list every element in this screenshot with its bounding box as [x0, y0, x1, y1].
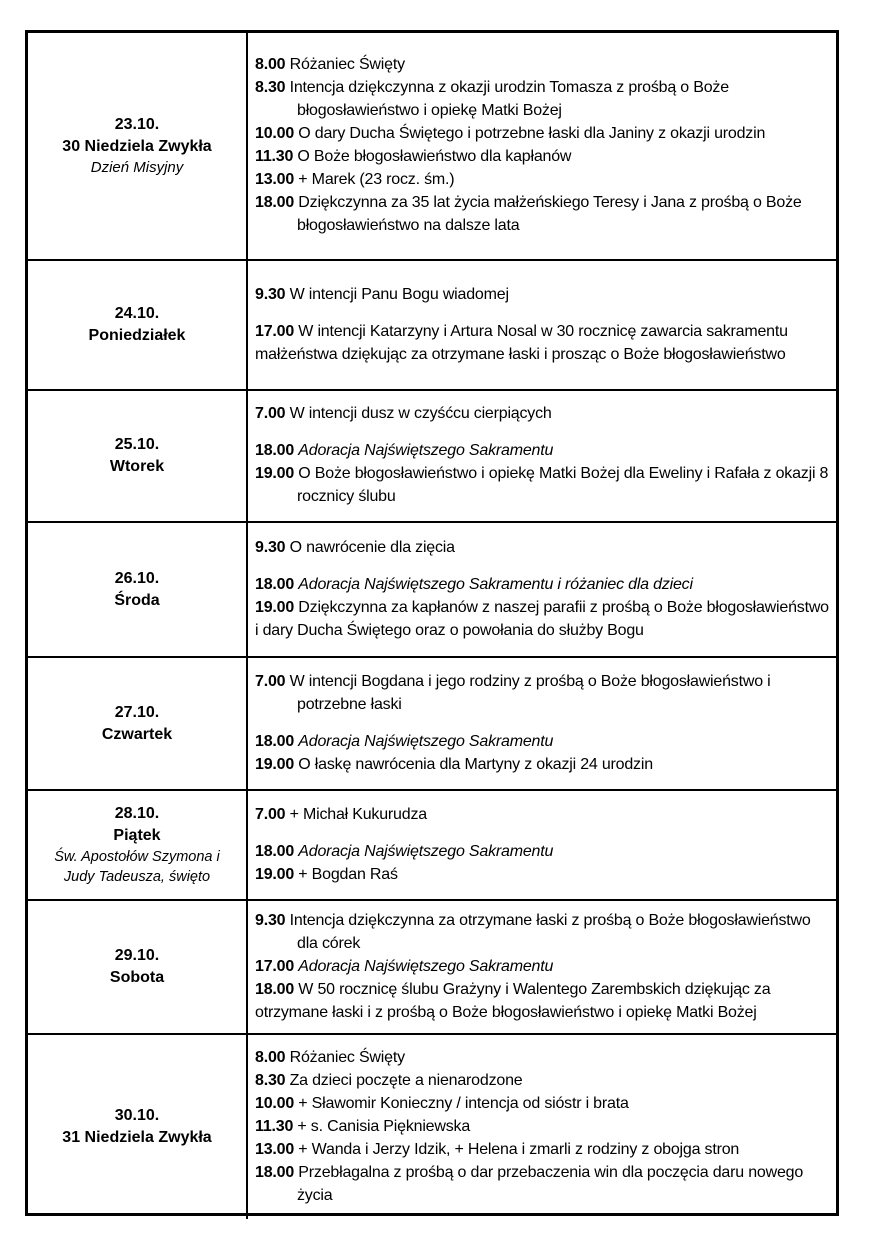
entry [255, 439, 832, 462]
entry-text: Adoracja Najświętszego Sakramentu [298, 442, 554, 459]
entry-time: 18.00 [255, 1163, 295, 1181]
entry [255, 1092, 832, 1115]
entry-time: 8.30 [255, 79, 286, 96]
entry-text: Adoracja Najświętszego Sakramentu [298, 732, 554, 750]
day-date: 29.10. [114, 947, 160, 964]
entry-time: 19.00 [255, 755, 295, 773]
entry [255, 168, 832, 191]
entry-text: Intencja dziękczynna za otrzymane łaski z prośbą o Boże błogosławieństwo dla córek [289, 911, 811, 952]
entry-time: 17.00 [255, 322, 295, 340]
day-cell [28, 390, 247, 522]
entry [255, 462, 832, 508]
entry-time: 19.00 [255, 865, 295, 883]
day-row [28, 1034, 836, 1219]
day-name: 30 Niedziela Zwykła [62, 138, 212, 155]
entries-cell [247, 390, 836, 522]
day-date: 26.10. [114, 569, 160, 587]
day-row [28, 657, 836, 790]
entry-text: O nawrócenie dla zięcia [289, 538, 455, 556]
entry [255, 536, 832, 559]
day-name: Środa [114, 591, 160, 609]
entry-text: O Boże błogosławieństwo i opiekę Matki Bożej dla Eweliny i Rafała z okazji 8 rocznicy ślubu [297, 465, 829, 505]
day-row [28, 790, 836, 900]
entry-time: 18.00 [255, 842, 295, 860]
entry-time: 10.00 [255, 1094, 295, 1112]
entry-text: O łaskę nawrócenia dla Martyny z okazji 24 urodzin [298, 755, 653, 773]
entry-time: 13.00 [255, 1140, 295, 1158]
entry-time: 8.00 [255, 56, 286, 73]
entry-text: + Bogdan Raś [298, 865, 398, 883]
entry [255, 1138, 832, 1161]
entry-time: 8.30 [255, 1071, 286, 1089]
entry-time: 18.00 [255, 194, 295, 211]
day-date: 27.10. [114, 703, 160, 721]
day-date: 25.10. [114, 436, 160, 453]
day-name: 31 Niedziela Zwykła [62, 1129, 212, 1146]
entries-cell [247, 522, 836, 657]
entry [255, 320, 832, 366]
entry-time: 10.00 [255, 125, 295, 142]
day-name: Piątek [113, 827, 161, 844]
entry-text: W 50 rocznicę ślubu Grażyny i Walentego Zarembskich dziękując za otrzymane łaski i z prośbą o Boże błogosławieństwo i opiekę Matki Bożej [255, 980, 771, 1021]
entry [255, 573, 832, 596]
entry-time: 9.30 [255, 285, 286, 303]
day-cell [28, 1034, 247, 1219]
entry-time: 8.00 [255, 1048, 286, 1066]
entry-text: Dziękczynna za 35 lat życia małżeńskiego Teresy i Jana z prośbą o Boże błogosławieństwo na dalsze lata [297, 194, 802, 234]
entries-cell [247, 657, 836, 790]
entries-cell [247, 900, 836, 1034]
entry [255, 596, 832, 642]
entry-text: + Michał Kukurudza [289, 805, 427, 823]
entry-text: Za dzieci poczęte a nienarodzone [289, 1071, 523, 1089]
entry [255, 909, 832, 955]
day-note: Dzień Misyjny [90, 159, 184, 176]
entry-text: Adoracja Najświętszego Sakramentu [298, 957, 554, 975]
entry-time: 18.00 [255, 980, 295, 998]
entry-text: W intencji dusz w czyśćcu cierpiących [289, 405, 552, 422]
entries-cell [247, 1034, 836, 1219]
entry-time: 13.00 [255, 171, 295, 188]
entry-text: Różaniec Święty [289, 1048, 405, 1066]
entry-time: 7.00 [255, 805, 286, 823]
entry-text: O dary Ducha Świętego i potrzebne łaski dla Janiny z okazji urodzin [298, 125, 766, 142]
entries-cell [247, 790, 836, 900]
entry [255, 840, 832, 863]
entry-text: W intencji Bogdana i jego rodziny z prośbą o Boże błogosławieństwo i potrzebne łaski [289, 672, 771, 713]
day-cell [28, 260, 247, 390]
entry [255, 76, 832, 122]
entry-text: Przebłagalna z prośbą o dar przebaczenia win dla poczęcia daru nowego życia [297, 1163, 804, 1204]
entry-time: 18.00 [255, 732, 295, 750]
day-row [28, 390, 836, 522]
day-name: Sobota [109, 969, 165, 986]
entry-time: 7.00 [255, 672, 286, 690]
entry [255, 283, 832, 306]
entry-time: 11.30 [255, 148, 294, 165]
intentions-table [28, 33, 836, 1219]
entry [255, 145, 832, 168]
entry-text: Intencja dziękczynna z okazji urodzin Tomasza z prośbą o Boże błogosławieństwo i opiekę Matki Bożej [289, 79, 729, 119]
day-cell [28, 522, 247, 657]
entry [255, 1046, 832, 1069]
entry-text: + Marek (23 rocz. śm.) [298, 171, 455, 188]
entry-time: 18.00 [255, 575, 295, 593]
entry [255, 978, 832, 1024]
entry-time: 9.30 [255, 538, 286, 556]
entry [255, 191, 832, 237]
entry [255, 955, 832, 978]
entries-cell [247, 33, 836, 260]
entry [255, 1161, 832, 1207]
day-cell [28, 33, 247, 260]
day-cell [28, 900, 247, 1034]
entry-text: + Wanda i Jerzy Idzik, + Helena i zmarli z rodziny z obojga stron [298, 1140, 740, 1158]
entry-time: 19.00 [255, 465, 295, 482]
day-row [28, 33, 836, 260]
entry [255, 1069, 832, 1092]
entry-text: + Sławomir Konieczny / intencja od sióstr i brata [298, 1094, 629, 1112]
day-name: Czwartek [101, 725, 173, 743]
entry-text: Dziękczynna za kapłanów z naszej parafii z prośbą o Boże błogosławieństwo i dary Ducha Świętego oraz o powołania do służby Bogu [255, 598, 829, 639]
entry-text: W intencji Katarzyny i Artura Nosal w 30 rocznicę zawarcia sakramentu małżeństwa dziękując za otrzymane łaski i prosząc o Boże błogosławieństwo [255, 322, 788, 363]
entry [255, 53, 832, 76]
day-row [28, 260, 836, 390]
entry-time: 7.00 [255, 405, 286, 422]
entry [255, 863, 832, 886]
entry-time: 18.00 [255, 442, 295, 459]
day-cell [28, 790, 247, 900]
day-cell [28, 657, 247, 790]
entry [255, 670, 832, 716]
day-date: 24.10. [114, 305, 160, 322]
day-date: 30.10. [114, 1107, 160, 1124]
entry-time: 9.30 [255, 911, 286, 929]
day-name: Wtorek [109, 458, 165, 475]
entries-cell [247, 260, 836, 390]
day-name: Poniedziałek [88, 327, 186, 344]
day-row [28, 900, 836, 1034]
entry [255, 753, 832, 776]
entry-time: 17.00 [255, 957, 295, 975]
entry-text: Adoracja Najświętszego Sakramentu [298, 842, 554, 860]
entry-text: W intencji Panu Bogu wiadomej [289, 285, 509, 303]
schedule-sheet [25, 30, 839, 1216]
entry [255, 402, 832, 425]
day-date: 23.10. [114, 116, 160, 133]
entry-text: O Boże błogosławieństwo dla kapłanów [297, 148, 572, 165]
entry [255, 122, 832, 145]
entry [255, 730, 832, 753]
day-note: Św. Apostołów Szymona i Judy Tadeusza, święto [54, 849, 220, 885]
day-row [28, 522, 836, 657]
entry-text: Różaniec Święty [289, 56, 405, 73]
entry-text: Adoracja Najświętszego Sakramentu i różaniec dla dzieci [298, 575, 693, 593]
entry-time: 19.00 [255, 598, 295, 616]
entry-text: + s. Canisia Piękniewska [297, 1117, 471, 1135]
day-date: 28.10. [114, 805, 160, 822]
entry [255, 1115, 832, 1138]
entry [255, 803, 832, 826]
entry-time: 11.30 [255, 1117, 294, 1135]
